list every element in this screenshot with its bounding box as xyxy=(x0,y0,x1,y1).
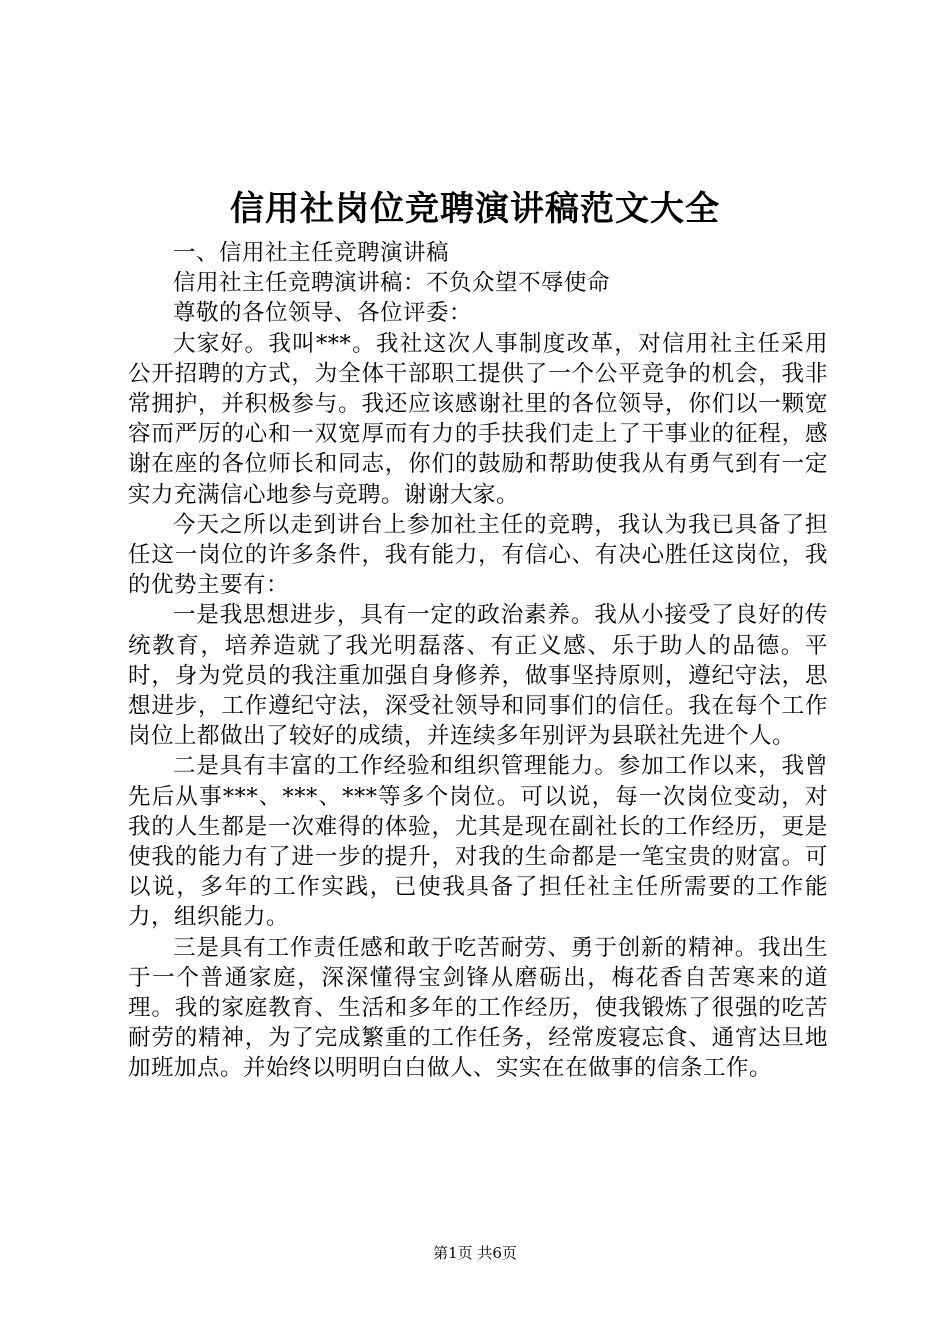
paragraph-qualification-intro: 今天之所以走到讲台上参加社主任的竞聘，我认为我已具备了担任这一岗位的许多条件，我有能力，有信心、有决心胜任这岗位，我的优势主要有： xyxy=(128,511,828,599)
document-title: 信用社岗位竞聘演讲稿范文大全 xyxy=(230,189,720,229)
paragraph-advantage-3: 三是具有工作责任感和敢于吃苦耐劳、勇于创新的精神。我出生于一个普通家庭，深深懂得宝剑锋从磨砺出，梅花香自苦寒来的道理。我的家庭教育、生活和多年的工作经历，使我锻炼了很强的吃苦耐劳的精神，为了完成繁重的工作任务，经常废寝忘食、通宵达旦地加班加点。并始终以明明白白做人、实实在在做事的信条工作。 xyxy=(128,934,828,1082)
page-footer: 第1页 共6页 xyxy=(433,1244,517,1262)
paragraph-advantage-1: 一是我思想进步，具有一定的政治素养。我从小接受了良好的传统教育，培养造就了我光明磊落、有正义感、乐于助人的品德。平时，身为党员的我注重加强自身修养，做事坚持原则，遵纪守法，思想进步，工作遵纪守法，深受社领导和同事们的信任。我在每个工作岗位上都做出了较好的成绩，并连续多年别评为县联社先进个人。 xyxy=(128,602,828,750)
paragraph-greeting: 大家好。我叫***。我社这次人事制度改革，对信用社主任采用公开招聘的方式，为全体干部职工提供了一个公平竞争的机会，我非常拥护，并积极参与。我还应该感谢社里的各位领导，你们以一颗宽容而严厉的心和一双宽厚而有力的手扶我们走上了干事业的征程，感谢在座的各位师长和同志，你们的鼓励和帮助使我从有勇气到有一定实力充满信心地参与竞聘。谢谢大家。 xyxy=(128,330,828,508)
paragraph-salutation: 尊敬的各位领导、各位评委： xyxy=(173,300,473,327)
paragraph-subtitle: 信用社主任竞聘演讲稿：不负众望不辱使命 xyxy=(173,270,611,297)
document-body xyxy=(128,238,828,1084)
paragraph-heading-1: 一、信用社主任竞聘演讲稿 xyxy=(173,240,450,266)
paragraph-advantage-2: 二是具有丰富的工作经验和组织管理能力。参加工作以来，我曾先后从事***、***、***等多个岗位。可以说，每一次岗位变动，对我的人生都是一次难得的体验，尤其是现在副社长的工作经历，更是使我的能力有了进一步的提升，对我的生命都是一笔宝贵的财富。可以说，多年的工作实践，已使我具备了担任社主任所需要的工作能力，组织能力。 xyxy=(128,753,828,931)
